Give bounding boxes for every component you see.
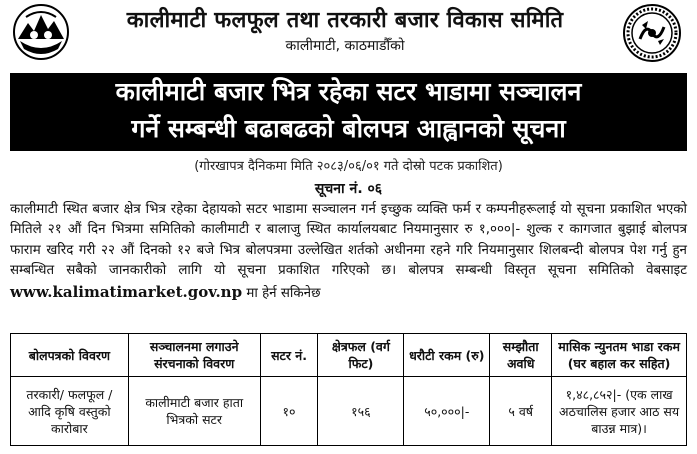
notice-title-banner [10, 73, 687, 151]
col-header-monthly-rent: मासिक न्युनतम भाडा रकम (घर बहाल कर सहित) [552, 334, 687, 377]
cell-area: १५६ [318, 377, 404, 446]
tender-table [10, 333, 687, 446]
website-link[interactable]: www.kalimatimarket.gov.np [10, 282, 243, 301]
col-header-tender-description: बोलपत्रको विवरण [11, 334, 129, 377]
notice-body [10, 200, 687, 304]
publication-note: (गोरखापत्र दैनिकमा मिति २०८३/०६/०१ गते दोस्रो पटक प्रकाशित) [194, 159, 503, 174]
notice-title-line-1: कालीमाटी बजार भित्र रहेका सटर भाडामा सञ्चालन [115, 77, 582, 106]
col-header-agreement-period: सम्झौता अवधि [490, 334, 552, 377]
cell-structure-description: कालीमाटी बजार हाता भित्रको सटर [128, 377, 260, 446]
notice-body-text: कालीमाटी स्थित बजार क्षेत्र भित्र रहेका देहायको सटर भाडामा सञ्चालन गर्न इच्छुक व्यक्ति फर्म र कम्पनीहरूलाई यो सूचना प्रकाशित भएको मितिले २१ औं दिन भित्रमा समितिको कालीमाटी र बालाजु स्थित कार्यालयबाट नियमानुसार रु १,०००|- शुल्क र कागजात बुझाई बोलपत्र फाराम खरिद गरी २२ औं दिनको १२ बजे भित्र बोलपत्रमा उल्लेखित शर्तको अधीनमा रहने गरि नियमानुसार शिलबन्दी बोलपत्र पेश गर्नु हुन सम्बन्धित सबैको जानकारीको लागि यो सूचना प्रकाशित गरिएको छ। बोलपत्र सम्बन्धी विस्तृत सूचना समितिको वेबसाइट [10, 202, 687, 279]
col-header-structure-description: सञ्चालनमा लगाउने संरचनाको विवरण [128, 334, 260, 377]
table-header-row [11, 334, 687, 377]
organization-name: कालीमाटी फलफूल तथा तरकारी बजार विकास समिति [126, 8, 564, 33]
notice-number: सूचना नं. ०६ [314, 181, 383, 197]
cell-shutter-number: १० [260, 377, 318, 446]
committee-seal-logo [622, 3, 680, 61]
col-header-shutter-number: सटर नं. [260, 334, 318, 377]
nepal-emblem-logo [12, 3, 70, 61]
cell-agreement-period: ५ वर्ष [490, 377, 552, 446]
cell-tender-description: तरकारी/ फलफूल / आदि कृषि वस्तुको कारोबार [11, 377, 129, 446]
col-header-area: क्षेत्रफल (वर्ग फिट) [318, 334, 404, 377]
cell-deposit: ५०,०००|- [404, 377, 490, 446]
organization-address: कालीमाटी, काठमाडौँको [285, 38, 405, 54]
notice-title-line-2: गर्ने सम्बन्धी बढाबढको बोलपत्र आह्वानको सूचना [131, 114, 566, 143]
col-header-deposit: धरौटी रकम (रु) [404, 334, 490, 377]
cell-monthly-rent: १,४८,८५२|- (एक लाख अठचालिस हजार आठ सय बाउन्न मात्र)। [552, 377, 687, 446]
table-row [11, 377, 687, 446]
notice-body-text-end: मा हेर्न सकिनेछ [246, 285, 321, 301]
